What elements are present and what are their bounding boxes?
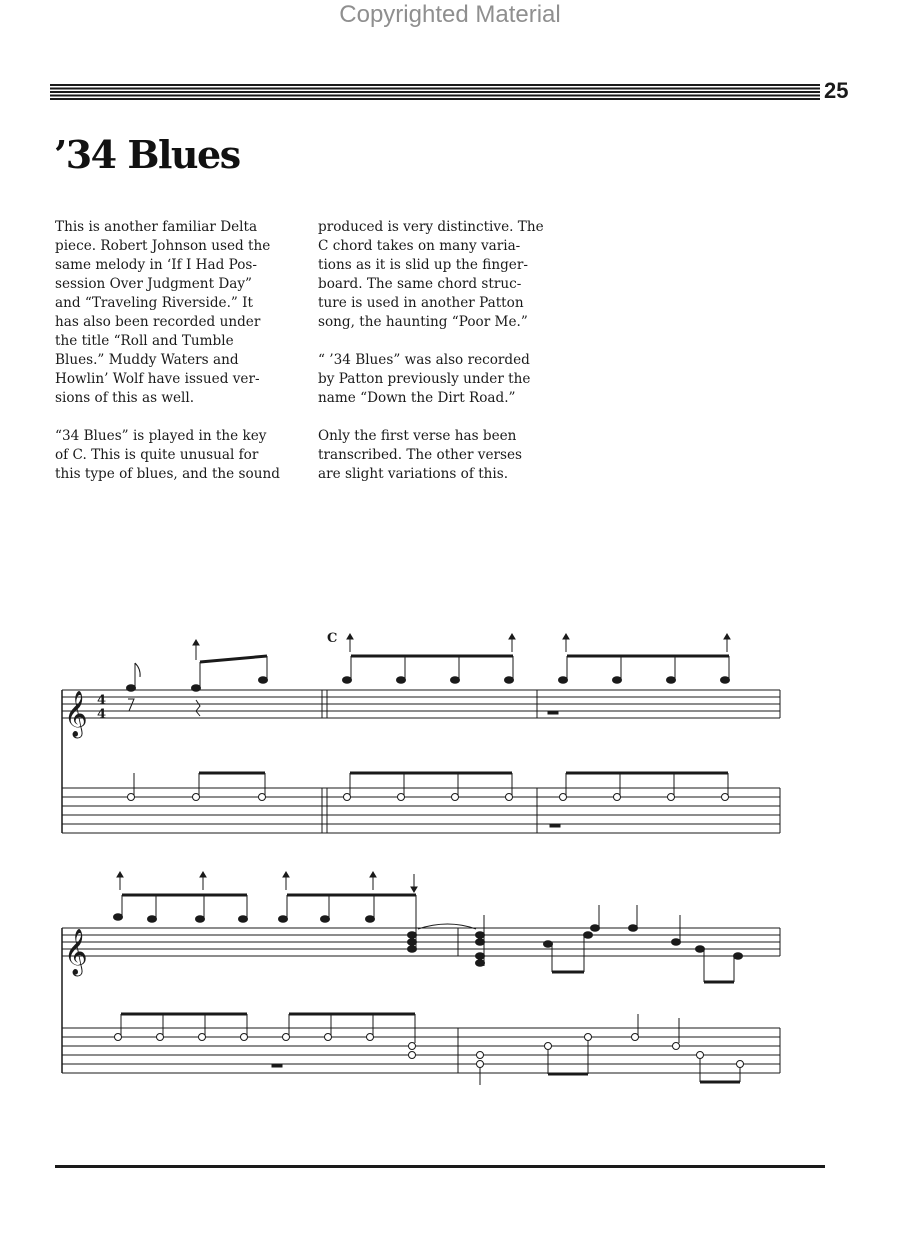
treble-clef-2: 𝄞 xyxy=(64,929,88,975)
paragraph: This is another familiar Delta piece. Robert Johnson used the same melody in ‘If I Had Pos- session Over Judgment Day” and “Traveling Riverside.” It has also been recorded under the title “Roll and Tumble Blues.” Muddy Waters and Howlin’ Wolf have issued ver- sions of this as well. xyxy=(55,219,271,406)
staff-1-treble xyxy=(62,690,780,718)
treble-clef: 𝄞 xyxy=(64,691,88,737)
tab-staff-2 xyxy=(62,928,780,1073)
paragraph: “ ’34 Blues” was also recorded by Patton previously under the name “Down the Dirt Road.” xyxy=(318,352,531,406)
chord-label: C xyxy=(327,631,338,646)
page-number: 25 xyxy=(824,78,849,103)
paragraph: “34 Blues” is played in the key of C. This is quite unusual for this type of blues, and the sound xyxy=(55,428,280,482)
paragraph: Only the first verse has been transcribed. The other verses are slight variations of this. xyxy=(318,428,523,482)
paragraph: produced is very distinctive. The C chord takes on many varia- tions as it is slid up the finger- board. The same chord struc- ture is used in another Patton song, the haunting “Poor Me.” xyxy=(318,219,544,330)
staff-2-notes xyxy=(114,872,743,982)
time-signature-bottom: 4 xyxy=(97,707,107,722)
tab-1-notes xyxy=(128,773,729,827)
footer-rule xyxy=(55,1165,825,1168)
copyright-watermark: Copyrighted Material xyxy=(339,1,561,28)
tab-2-notes xyxy=(115,1014,744,1085)
page-title: ’34 Blues xyxy=(54,132,240,177)
time-signature-top: 4 xyxy=(97,693,107,708)
